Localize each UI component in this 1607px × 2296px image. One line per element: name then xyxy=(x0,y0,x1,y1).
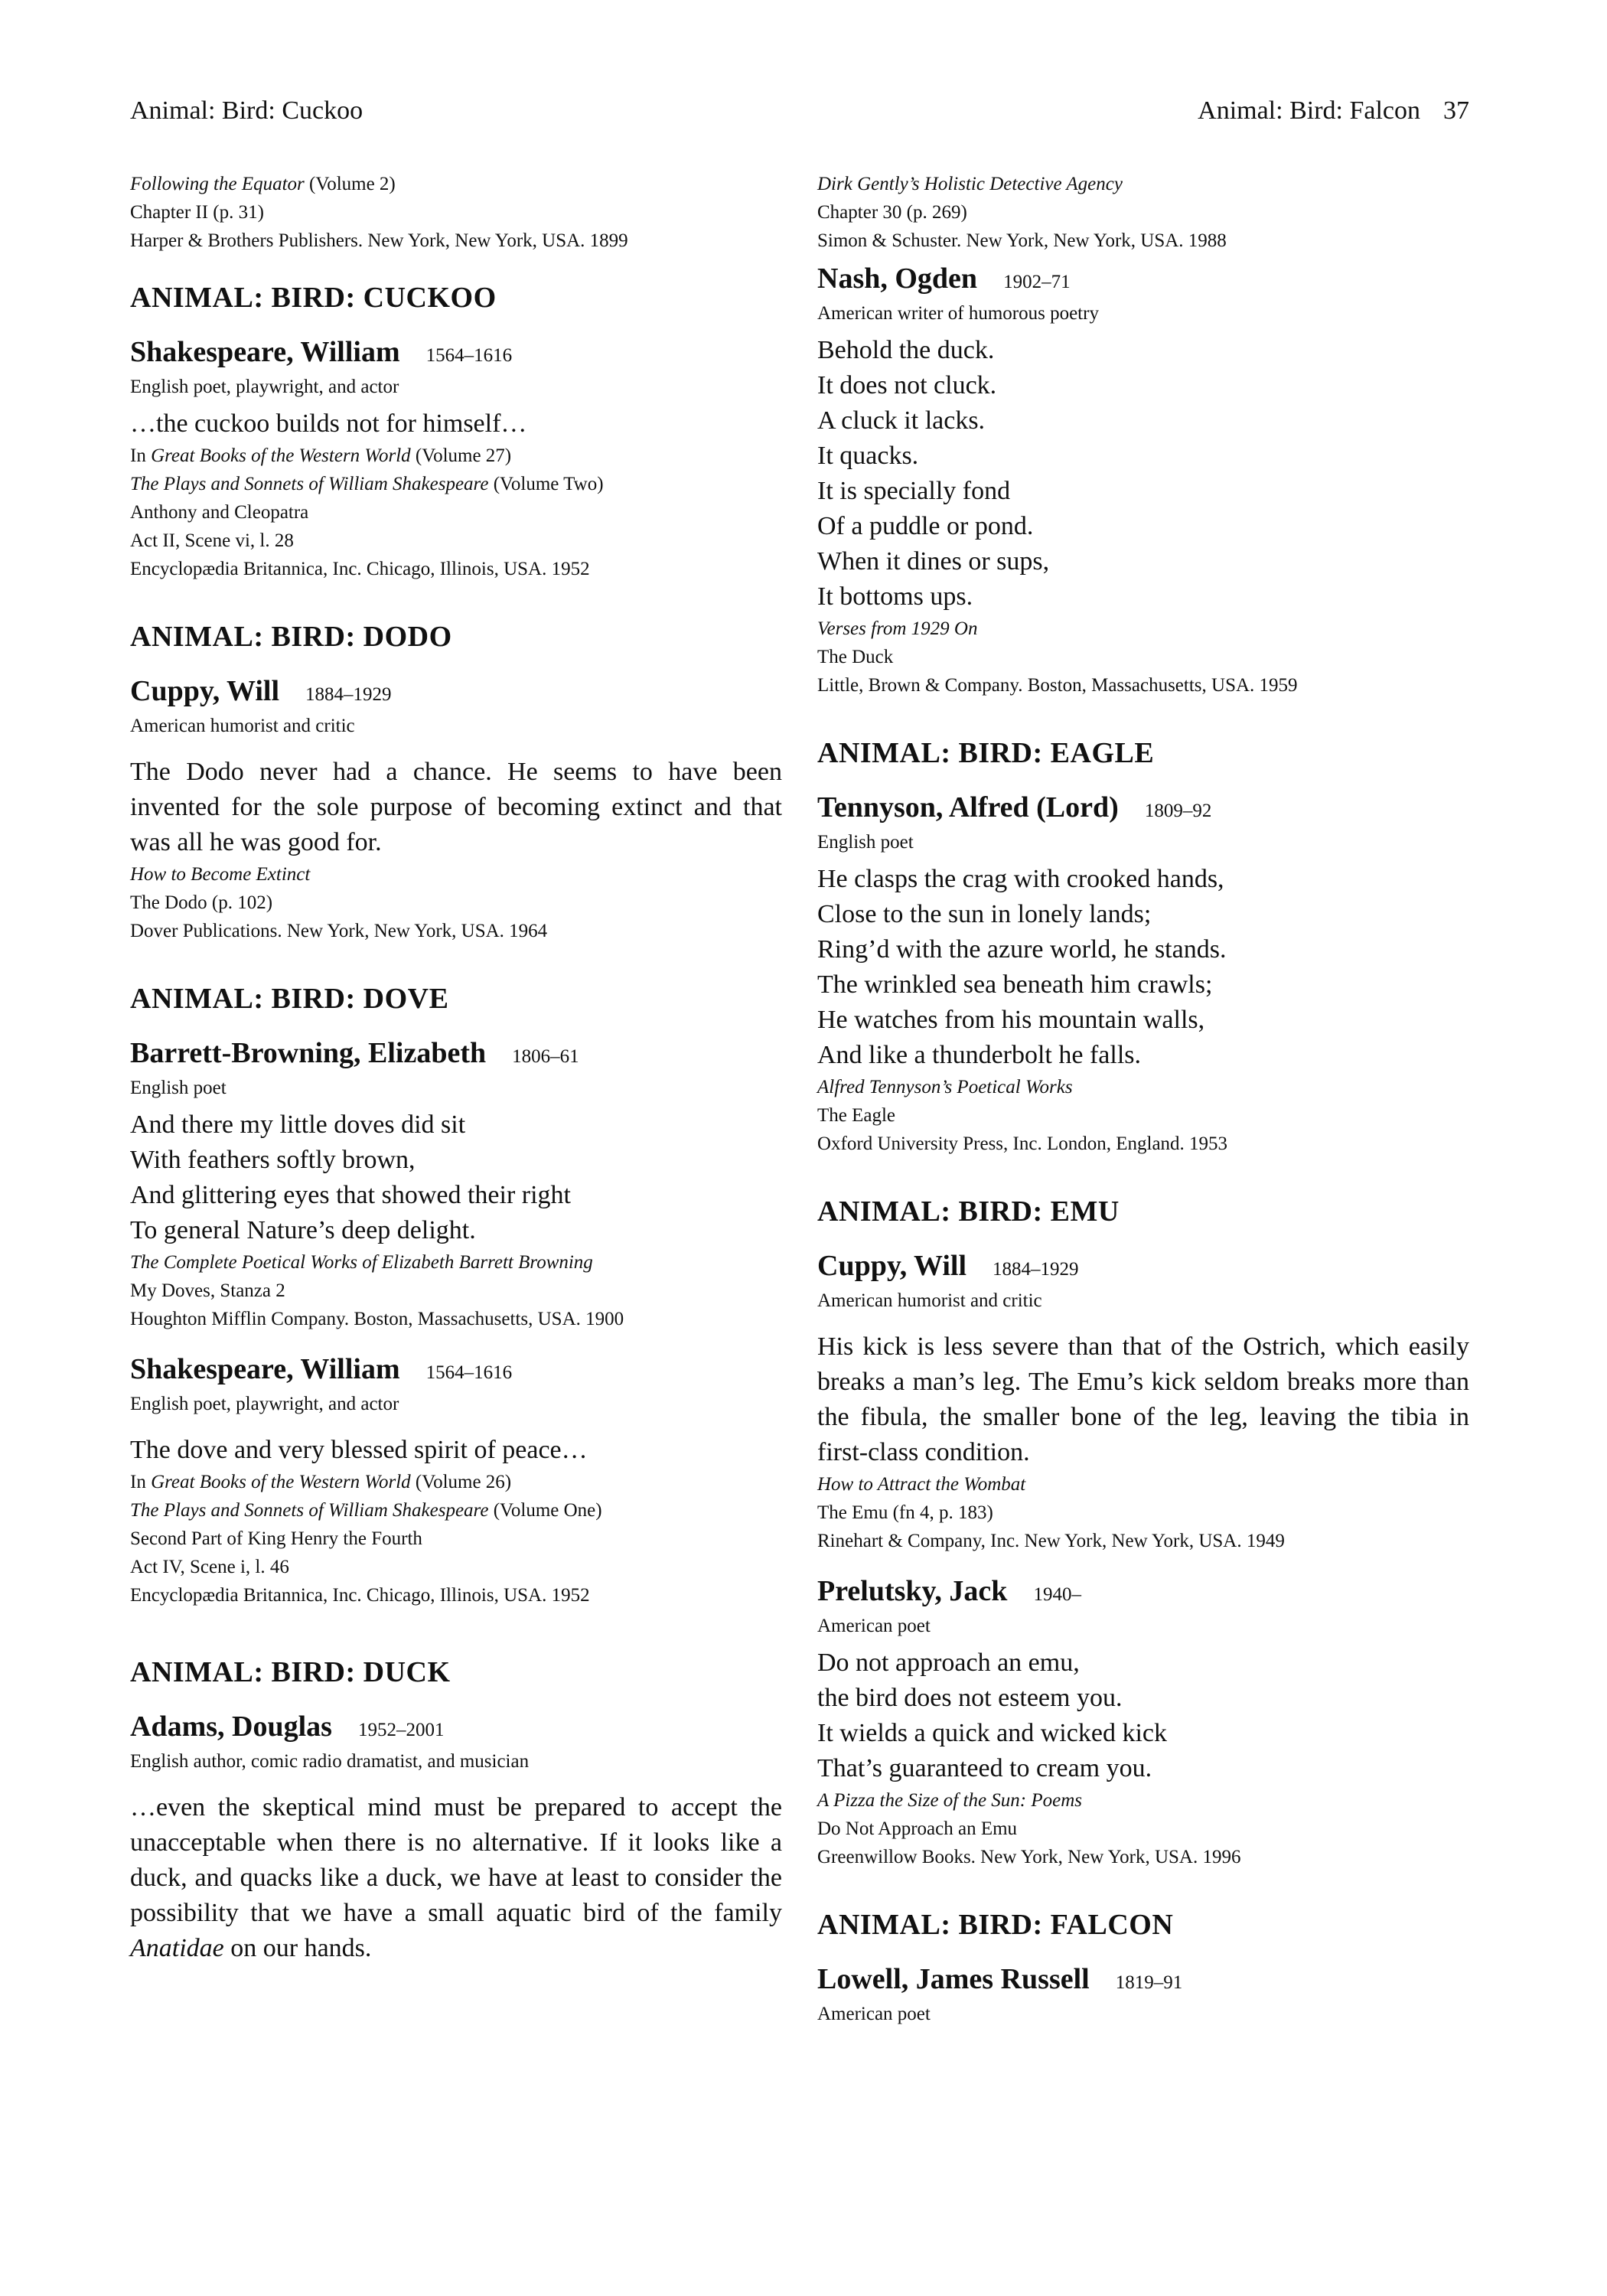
left-column xyxy=(130,170,782,1966)
author-line xyxy=(817,790,1469,831)
author-description: American humorist and critic xyxy=(130,716,355,736)
author-description: English poet xyxy=(817,832,914,853)
citation-collection-title: Great Books of the Western World xyxy=(151,1472,411,1492)
citation-publisher: Houghton Mifflin Company. Boston, Massachusetts, USA. 1900 xyxy=(130,1309,624,1329)
quote: The dove and very blessed spirit of peace… xyxy=(130,1436,588,1464)
citation xyxy=(130,1248,782,1333)
citation-publisher: Greenwillow Books. New York, New York, USA. 1996 xyxy=(817,1847,1241,1867)
citation-work: The Complete Poetical Works of Elizabeth Barrett Browning xyxy=(130,1252,593,1273)
citation-publisher: Dover Publications. New York, New York, USA. 1964 xyxy=(130,921,548,941)
author-dates: 1809–92 xyxy=(1144,801,1212,821)
poem-line: It wields a quick and wicked kick xyxy=(817,1719,1167,1747)
poem-line: the bird does not esteem you. xyxy=(817,1684,1123,1712)
citation xyxy=(130,1468,782,1609)
citation-collection-volume: (Volume 27) xyxy=(410,445,512,466)
citation xyxy=(817,1073,1469,1158)
entry-dove-shakespeare xyxy=(130,1352,782,1609)
poem-line: It bottoms ups. xyxy=(817,582,973,611)
author-line xyxy=(817,261,1469,302)
author-line xyxy=(130,673,782,715)
author-name: Cuppy, Will xyxy=(817,1250,967,1282)
poem-line: Behold the duck. xyxy=(817,336,995,364)
citation-work: Verses from 1929 On xyxy=(817,618,978,639)
poem-line: When it dines or sups, xyxy=(817,547,1050,576)
citation-title: The Duck xyxy=(817,647,894,667)
citation-plays xyxy=(130,470,782,498)
section-title-falcon: ANIMAL: BIRD: FALCON xyxy=(817,1909,1174,1941)
running-header xyxy=(130,96,1469,133)
poem-line: It does not cluck. xyxy=(817,371,997,400)
author-description: English poet, playwright, and actor xyxy=(130,377,399,397)
author-name: Shakespeare, William xyxy=(130,1353,400,1385)
citation-plays-title: The Plays and Sonnets of William Shakespeare xyxy=(130,474,489,494)
author-dates: 1902–71 xyxy=(1003,272,1071,292)
citation-chapter: The Dodo (p. 102) xyxy=(130,892,273,913)
citation xyxy=(130,860,782,945)
citation xyxy=(130,442,782,583)
author-description: American poet xyxy=(817,1616,931,1636)
author-dates: 1564–1616 xyxy=(425,345,513,366)
poem-line: And like a thunderbolt he falls. xyxy=(817,1041,1142,1069)
author-description: American writer of humorous poetry xyxy=(817,303,1099,324)
author-dates: 1564–1616 xyxy=(425,1362,513,1383)
author-name: Barrett-Browning, Elizabeth xyxy=(130,1037,487,1069)
poem-line: He clasps the crag with crooked hands, xyxy=(817,865,1224,893)
poem-line: And glittering eyes that showed their right xyxy=(130,1181,571,1209)
author-name: Lowell, James Russell xyxy=(817,1963,1090,1995)
author-line xyxy=(130,1035,782,1077)
citation-publisher: Rinehart & Company, Inc. New York, New York, USA. 1949 xyxy=(817,1531,1285,1551)
quote-italic-term: Anatidae xyxy=(130,1934,224,1962)
entry-dodo-cuppy xyxy=(130,673,782,945)
citation-plays-title: The Plays and Sonnets of William Shakespeare xyxy=(130,1500,489,1521)
continued-citation xyxy=(817,170,1469,255)
citation-publisher: Oxford University Press, Inc. London, England. 1953 xyxy=(817,1133,1228,1154)
author-line xyxy=(817,1248,1469,1290)
page-number: 37 xyxy=(1443,96,1469,125)
author-line xyxy=(130,1709,782,1750)
citation-work: A Pizza the Size of the Sun: Poems xyxy=(817,1790,1083,1811)
header-right xyxy=(1198,96,1469,126)
author-dates: 1952–2001 xyxy=(357,1720,445,1740)
citation-plays-volume: (Volume One) xyxy=(488,1500,602,1521)
author-dates: 1819–91 xyxy=(1115,1972,1183,1993)
poem xyxy=(130,1107,782,1248)
author-line xyxy=(130,334,782,376)
citation-work: How to Become Extinct xyxy=(130,864,311,885)
poem-line: Ring’d with the azure world, he stands. xyxy=(817,935,1227,964)
author-name: Tennyson, Alfred (Lord) xyxy=(817,791,1119,823)
citation-title: My Doves, Stanza 2 xyxy=(130,1280,285,1301)
quote: …the cuckoo builds not for himself… xyxy=(130,409,527,438)
section-title-cuckoo: ANIMAL: BIRD: CUCKOO xyxy=(130,282,497,314)
citation-publisher: Encyclopædia Britannica, Inc. Chicago, Illinois, USA. 1952 xyxy=(130,559,590,579)
header-right-title: Animal: Bird: Falcon xyxy=(1198,96,1420,125)
header-left: Animal: Bird: Cuckoo xyxy=(130,96,363,125)
citation-publisher: Little, Brown & Company. Boston, Massachusetts, USA. 1959 xyxy=(817,675,1298,696)
author-description: American poet xyxy=(817,2004,931,2024)
quote-text: …even the skeptical mind must be prepared to accept the unacceptable when there is no alternative. If it looks like a duck, and quacks like a duck, we have at least to consider the possibility that we have a small aquatic bird of the family xyxy=(130,1793,782,1927)
quote-text-end: on our hands. xyxy=(223,1934,372,1962)
citation-chapter: The Emu (fn 4, p. 183) xyxy=(817,1502,993,1523)
citation-work: How to Attract the Wombat xyxy=(817,1474,1026,1495)
poem xyxy=(817,333,1469,615)
citation xyxy=(817,615,1469,700)
poem-line: And there my little doves did sit xyxy=(130,1110,466,1139)
section-title-eagle: ANIMAL: BIRD: EAGLE xyxy=(817,737,1155,769)
citation-title: The Eagle xyxy=(817,1105,896,1126)
citation-play: Second Part of King Henry the Fourth xyxy=(130,1528,422,1549)
author-name: Shakespeare, William xyxy=(130,336,400,368)
poem-line: Of a puddle or pond. xyxy=(817,512,1034,540)
citation-collection xyxy=(130,442,782,470)
poem-line: That’s guaranteed to cream you. xyxy=(817,1754,1152,1782)
citation-in-prefix: In xyxy=(130,1472,152,1492)
author-name: Cuppy, Will xyxy=(130,675,280,707)
continued-work: Following the Equator xyxy=(130,174,305,194)
entry-cuckoo-shakespeare xyxy=(130,334,782,583)
section-title-duck: ANIMAL: BIRD: DUCK xyxy=(130,1656,451,1688)
author-description: American humorist and critic xyxy=(817,1290,1042,1311)
poem-line: The wrinkled sea beneath him crawls; xyxy=(817,970,1213,999)
poem-line: Close to the sun in lonely lands; xyxy=(817,900,1152,928)
entry-falcon-lowell xyxy=(817,1962,1469,2026)
entry-emu-cuppy xyxy=(817,1248,1469,1555)
author-dates: 1806–61 xyxy=(512,1046,579,1067)
poem-line: He watches from his mountain walls, xyxy=(817,1006,1205,1034)
author-name: Prelutsky, Jack xyxy=(817,1575,1008,1607)
section-title-emu: ANIMAL: BIRD: EMU xyxy=(817,1195,1120,1228)
author-line xyxy=(130,1352,782,1393)
author-dates: 1884–1929 xyxy=(993,1259,1079,1280)
poem-line: To general Nature’s deep delight. xyxy=(130,1216,476,1244)
poem-line: A cluck it lacks. xyxy=(817,406,986,435)
author-dates: 1940– xyxy=(1033,1584,1081,1605)
citation-title: Do Not Approach an Emu xyxy=(817,1818,1018,1839)
poem-line: It is specially fond xyxy=(817,477,1011,505)
author-dates: 1884–1929 xyxy=(305,684,392,705)
author-name: Adams, Douglas xyxy=(130,1711,332,1743)
citation-publisher: Encyclopædia Britannica, Inc. Chicago, Illinois, USA. 1952 xyxy=(130,1585,590,1606)
author-line xyxy=(817,1574,1469,1615)
section-title-dodo: ANIMAL: BIRD: DODO xyxy=(130,621,452,653)
citation-in-prefix: In xyxy=(130,445,152,466)
continued-volume: (Volume 2) xyxy=(304,174,396,194)
author-line xyxy=(817,1962,1469,2003)
citation-collection-title: Great Books of the Western World xyxy=(151,445,411,466)
citation-plays-volume: (Volume Two) xyxy=(488,474,604,494)
author-description: English poet, playwright, and actor xyxy=(130,1394,399,1414)
citation-collection-volume: (Volume 26) xyxy=(410,1472,512,1492)
continued-work-line xyxy=(130,170,782,198)
section-title-dove: ANIMAL: BIRD: DOVE xyxy=(130,983,449,1015)
continued-chapter: Chapter 30 (p. 269) xyxy=(817,202,967,223)
author-description: English author, comic radio dramatist, and musician xyxy=(130,1751,530,1772)
entry-duck-adams xyxy=(130,1709,782,1966)
poem-line: It quacks. xyxy=(817,442,919,470)
author-description: English poet xyxy=(130,1078,227,1098)
entry-dove-barrett-browning xyxy=(130,1035,782,1333)
quote: His kick is less severe than that of the Ostrich, which easily breaks a man’s leg. The Emu’s kick seldom breaks more than the fibula, the smaller bone of the leg, leaving the tibia in first-class condition. xyxy=(817,1332,1469,1466)
continued-work: Dirk Gently’s Holistic Detective Agency xyxy=(817,174,1123,194)
entry-emu-prelutsky xyxy=(817,1574,1469,1871)
poem xyxy=(817,862,1469,1073)
citation-collection xyxy=(130,1468,782,1496)
citation-act: Act II, Scene vi, l. 28 xyxy=(130,530,294,551)
continued-publisher: Simon & Schuster. New York, New York, USA. 1988 xyxy=(817,230,1227,251)
entry-duck-nash xyxy=(817,261,1469,700)
quote xyxy=(130,1790,782,1966)
poem xyxy=(817,1645,1469,1786)
quote: The Dodo never had a chance. He seems to have been invented for the sole purpose of becoming extinct and that was all he was good for. xyxy=(130,758,782,856)
entry-eagle-tennyson xyxy=(817,790,1469,1158)
continued-citation xyxy=(130,170,782,255)
author-name: Nash, Ogden xyxy=(817,263,978,295)
citation xyxy=(817,1470,1469,1555)
citation xyxy=(817,1786,1469,1871)
citation-act: Act IV, Scene i, l. 46 xyxy=(130,1557,289,1577)
poem-line: Do not approach an emu, xyxy=(817,1649,1080,1677)
poem-line: With feathers softly brown, xyxy=(130,1146,416,1174)
citation-work: Alfred Tennyson’s Poetical Works xyxy=(817,1077,1073,1097)
citation-play: Anthony and Cleopatra xyxy=(130,502,309,523)
continued-publisher: Harper & Brothers Publishers. New York, New York, USA. 1899 xyxy=(130,230,628,251)
right-column xyxy=(817,170,1469,2026)
continued-chapter: Chapter II (p. 31) xyxy=(130,202,264,223)
citation-plays xyxy=(130,1496,782,1525)
